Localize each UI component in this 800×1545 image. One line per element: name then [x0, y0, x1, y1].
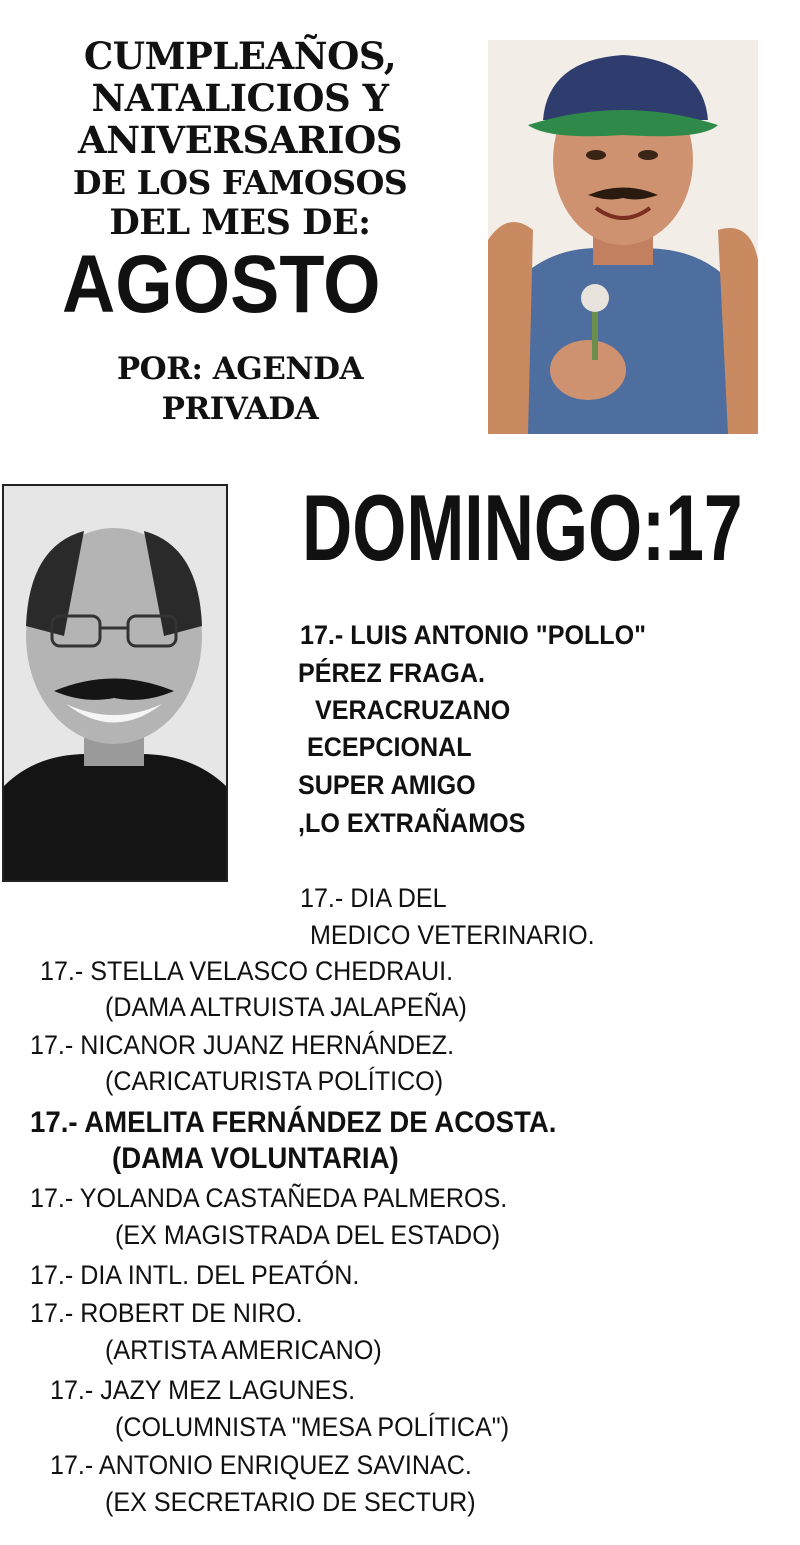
list-item: 17.- ANTONIO ENRIQUEZ SAVINAC.: [50, 1450, 472, 1480]
portrait-man-illustration: [4, 486, 226, 880]
list-item: (EX SECRETARIO DE SECTUR): [105, 1487, 476, 1517]
featured-line-1: 17.- LUIS ANTONIO "POLLO": [300, 620, 647, 650]
list-item: 17.- JAZY MEZ LAGUNES.: [50, 1375, 356, 1405]
list-item: 17.- YOLANDA CASTAÑEDA PALMEROS.: [30, 1183, 508, 1213]
featured-line-6: ,LO EXTRAÑAMOS: [298, 808, 526, 838]
list-item: 17.- ROBERT DE NIRO.: [30, 1298, 303, 1328]
list-item: 17.- STELLA VELASCO CHEDRAUI.: [40, 956, 454, 986]
header-line-1: CUMPLEAÑOS,: [83, 34, 397, 78]
featured-line-3: VERACRUZANO: [315, 695, 511, 725]
header-line-3: ANIVERSARIOS: [78, 118, 402, 162]
author-line-1: POR: AGENDA: [116, 351, 364, 387]
header-month: AGOSTO: [62, 239, 381, 330]
list-item: (DAMA ALTRUISTA JALAPEÑA): [105, 992, 467, 1022]
celebrity-photo-portrait: [2, 484, 228, 882]
day-title: DOMINGO:17: [302, 475, 743, 580]
cap-man-illustration: [488, 40, 758, 434]
list-item: 17.- DIA INTL. DEL PEATÓN.: [30, 1260, 360, 1290]
list-item: 17.- DIA DEL: [300, 883, 447, 913]
celebrity-photo-cap: [488, 40, 758, 434]
list-item: 17.- AMELITA FERNÁNDEZ DE ACOSTA.: [30, 1106, 557, 1139]
list-item: 17.- NICANOR JUANZ HERNÁNDEZ.: [30, 1030, 455, 1060]
list-item: (EX MAGISTRADA DEL ESTADO): [115, 1220, 501, 1250]
list-item: (ARTISTA AMERICANO): [105, 1335, 382, 1365]
featured-line-4: ECEPCIONAL: [307, 732, 472, 762]
list-item: (DAMA VOLUNTARIA): [112, 1142, 399, 1175]
header-line-2: NATALICIOS Y: [91, 76, 389, 120]
featured-line-5: SUPER AMIGO: [298, 770, 476, 800]
author-line-2: PRIVADA: [161, 391, 319, 427]
header-line-4: DE LOS FAMOSOS: [72, 163, 408, 202]
list-item: (COLUMNISTA "MESA POLÍTICA"): [115, 1412, 510, 1442]
list-item: MEDICO VETERINARIO.: [310, 920, 595, 950]
header-line-5: DEL MES DE:: [109, 202, 371, 243]
featured-line-2: PÉREZ FRAGA.: [298, 658, 485, 688]
list-item: (CARICATURISTA POLÍTICO): [105, 1066, 444, 1096]
